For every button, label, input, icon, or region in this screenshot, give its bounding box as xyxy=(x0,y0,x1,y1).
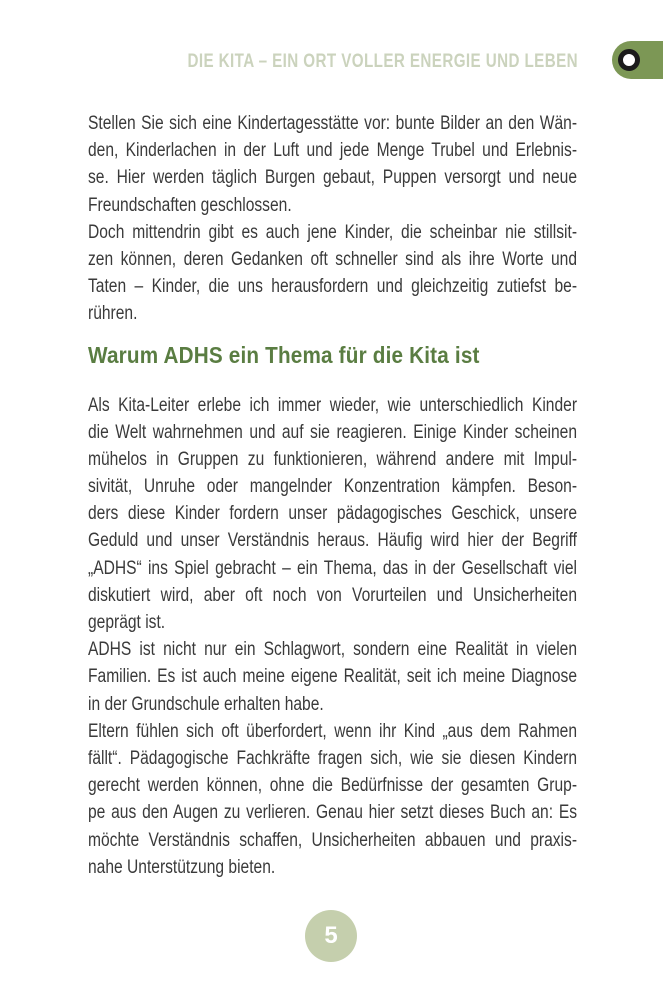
text-line: Doch mittendrin gibt es auch jene Kinder, die scheinbar nie stillsit- xyxy=(88,221,578,243)
text-line: Eltern fühlen sich oft überfordert, wenn ihr Kind „aus dem Rahmen xyxy=(88,720,578,742)
text-line: in der Grundschule erhalten habe. xyxy=(88,693,324,715)
text-line: nahe Unterstützung bieten. xyxy=(88,856,276,878)
text-line: diskutiert wird, aber oft noch von Vorurteilen und Unsicherheiten xyxy=(88,584,578,606)
section-heading: Warum ADHS ein Thema für die Kita ist xyxy=(88,341,480,368)
text-line: möchte Verständnis schaffen, Unsicherheiten abbauen und praxis- xyxy=(88,829,578,851)
text-line: sivität, Unruhe oder mangelnder Konzentration kämpfen. Beson- xyxy=(88,476,578,498)
text-line: „ADHS“ ins Spiel gebracht – ein Thema, das in der Gesellschaft viel xyxy=(88,557,578,579)
text-line: Geduld und unser Verständnis heraus. Häufig wird hier der Begriff xyxy=(88,530,578,552)
text-line: fällt“. Pädagogische Fachkräfte fragen sich, wie sie diesen Kindern xyxy=(88,747,578,769)
text-line: geprägt ist. xyxy=(88,612,166,633)
text-line: se. Hier werden täglich Burgen gebaut, Puppen versorgt und neue xyxy=(88,167,578,189)
paragraph-section-1 xyxy=(88,392,577,637)
dot-circle-icon xyxy=(618,49,640,71)
text-line: pe aus den Augen zu verlieren. Genau hier setzt dieses Buch an: Es xyxy=(88,802,578,824)
text-line: Freundschaften geschlossen. xyxy=(88,194,292,216)
text-line: rühren. xyxy=(88,303,138,325)
text-line: Familien. Es ist auch meine eigene Realität, seit ich meine Diagnose xyxy=(88,666,578,688)
text-line: Stellen Sie sich eine Kindertagesstätte vor: bunte Bilder an den Wän- xyxy=(88,113,578,134)
text-line: ADHS ist nicht nur ein Schlagwort, sondern eine Realität in vielen xyxy=(88,639,578,661)
text-line: mühelos in Gruppen zu funktionieren, während andere mit Impul- xyxy=(88,448,578,470)
text-line: Als Kita-Leiter erlebe ich immer wieder, wie unterschiedlich Kinder xyxy=(88,394,578,416)
running-header: DIE KITA – EIN ORT VOLLER ENERGIE UND LEBEN xyxy=(187,51,578,72)
paragraph-intro-2 xyxy=(88,219,577,328)
page-number: 5 xyxy=(324,922,338,949)
page-number-badge xyxy=(305,910,357,962)
text-line: gerecht werden können, ohne die Bedürfnisse der gesamten Grup- xyxy=(88,775,578,797)
chapter-thumb-tab[interactable] xyxy=(612,41,663,79)
paragraph-section-2 xyxy=(88,636,577,718)
paragraph-intro-1 xyxy=(88,110,577,219)
text-line: den, Kinderlachen in der Luft und jede Menge Trubel und Erlebnis- xyxy=(88,140,578,162)
text-line: die Welt wahrnehmen und auf sie reagieren. Einige Kinder scheinen xyxy=(88,421,578,443)
text-line: zen können, deren Gedanken oft schneller sind als ihre Worte und xyxy=(88,248,578,270)
text-column xyxy=(88,110,577,881)
text-line: ders diese Kinder fordern unser pädagogisches Geschick, unsere xyxy=(88,503,578,525)
text-line: Taten – Kinder, die uns herausfordern und gleichzeitig zutiefst be- xyxy=(88,276,578,298)
paragraph-section-3 xyxy=(88,718,577,881)
